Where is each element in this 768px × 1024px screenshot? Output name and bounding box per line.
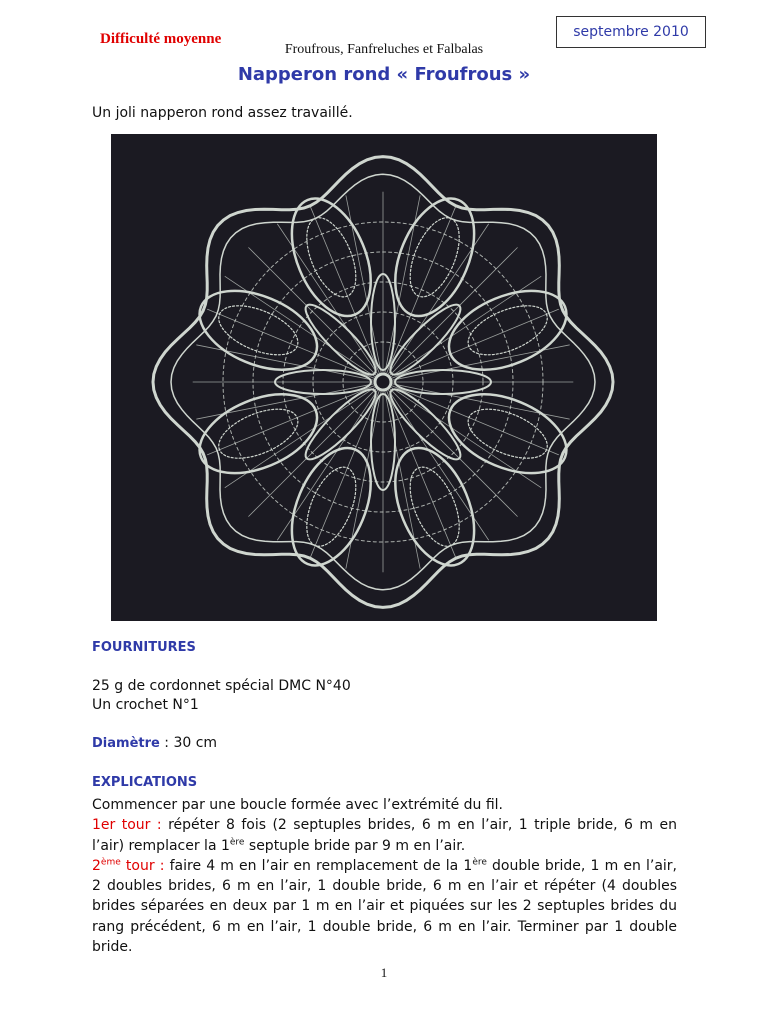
intro-text: Un joli napperon rond assez travaillé. [92,105,353,121]
doily-spoke [249,389,376,516]
round-1-text: répéter 8 fois (2 septuples brides, 6 m en l’air, 1 triple bride, 6 m en l’air) remplacer la 1 [92,817,678,854]
explications-heading: EXPLICATIONS [92,775,198,790]
superscript: ère [229,836,245,847]
round-1 [92,815,677,856]
round-2 [92,856,677,957]
supply-item: Un crochet N°1 [92,697,199,713]
superscript: ème [100,857,121,868]
doily-center [375,374,391,390]
supply-item: 25 g de cordonnet spécial DMC N°40 [92,678,351,694]
doily-spoke [249,248,376,375]
doily-spoke [207,309,373,378]
doily-photo [111,134,657,621]
round-1-text-end: septuple bride par 9 m en l’air. [244,837,466,854]
series-name: Froufrous, Fanfreluches et Falbalas [284,42,484,57]
difficulty-label: Difficulté moyenne [100,31,222,47]
diameter-separator: : [159,735,174,751]
doily-spoke [390,389,517,516]
round-2-label-rest: tour : [120,857,165,874]
doily-spoke [207,386,373,455]
round-1-label: 1er tour : [92,817,162,834]
doily-spoke [310,391,379,557]
doily-spoke [310,206,379,372]
round-2-text-end: double bride, 1 m en l’air, 2 doubles brides, 6 m en l’air, 1 double bride, 6 m en l’air et répéter (4 doubles brides séparées en deux par 1 m en l’air et piquées sur les 2 septuples brides du rang précédent, 6 m en l’air, 1 double bride, 6 m en l’air. Terminer par 1 double bride. [92,857,677,956]
diameter-line [92,735,217,751]
fournitures-heading: FOURNITURES [92,640,196,655]
page-title: Napperon rond « Froufrous » [237,64,531,85]
round-2-text: faire 4 m en l’air en remplacement de la 1 [164,857,473,874]
diameter-label: Diamètre [92,736,160,751]
doily-spoke [387,391,456,557]
doily-spoke [392,386,558,455]
round-2-number: 2 [92,857,101,874]
diameter-value: 30 cm [173,735,218,751]
doily-spoke [387,206,456,372]
superscript: ère [472,857,487,868]
doily-illustration [111,134,657,621]
date-box: septembre 2010 [556,16,706,48]
instructions-intro: Commencer par une boucle formée avec l’extrémité du fil. [92,797,504,813]
doily-spoke [390,248,517,375]
round-2-label [92,858,164,874]
instructions-body [92,795,677,957]
doily-spoke [392,309,558,378]
page-number: 1 [380,965,388,980]
